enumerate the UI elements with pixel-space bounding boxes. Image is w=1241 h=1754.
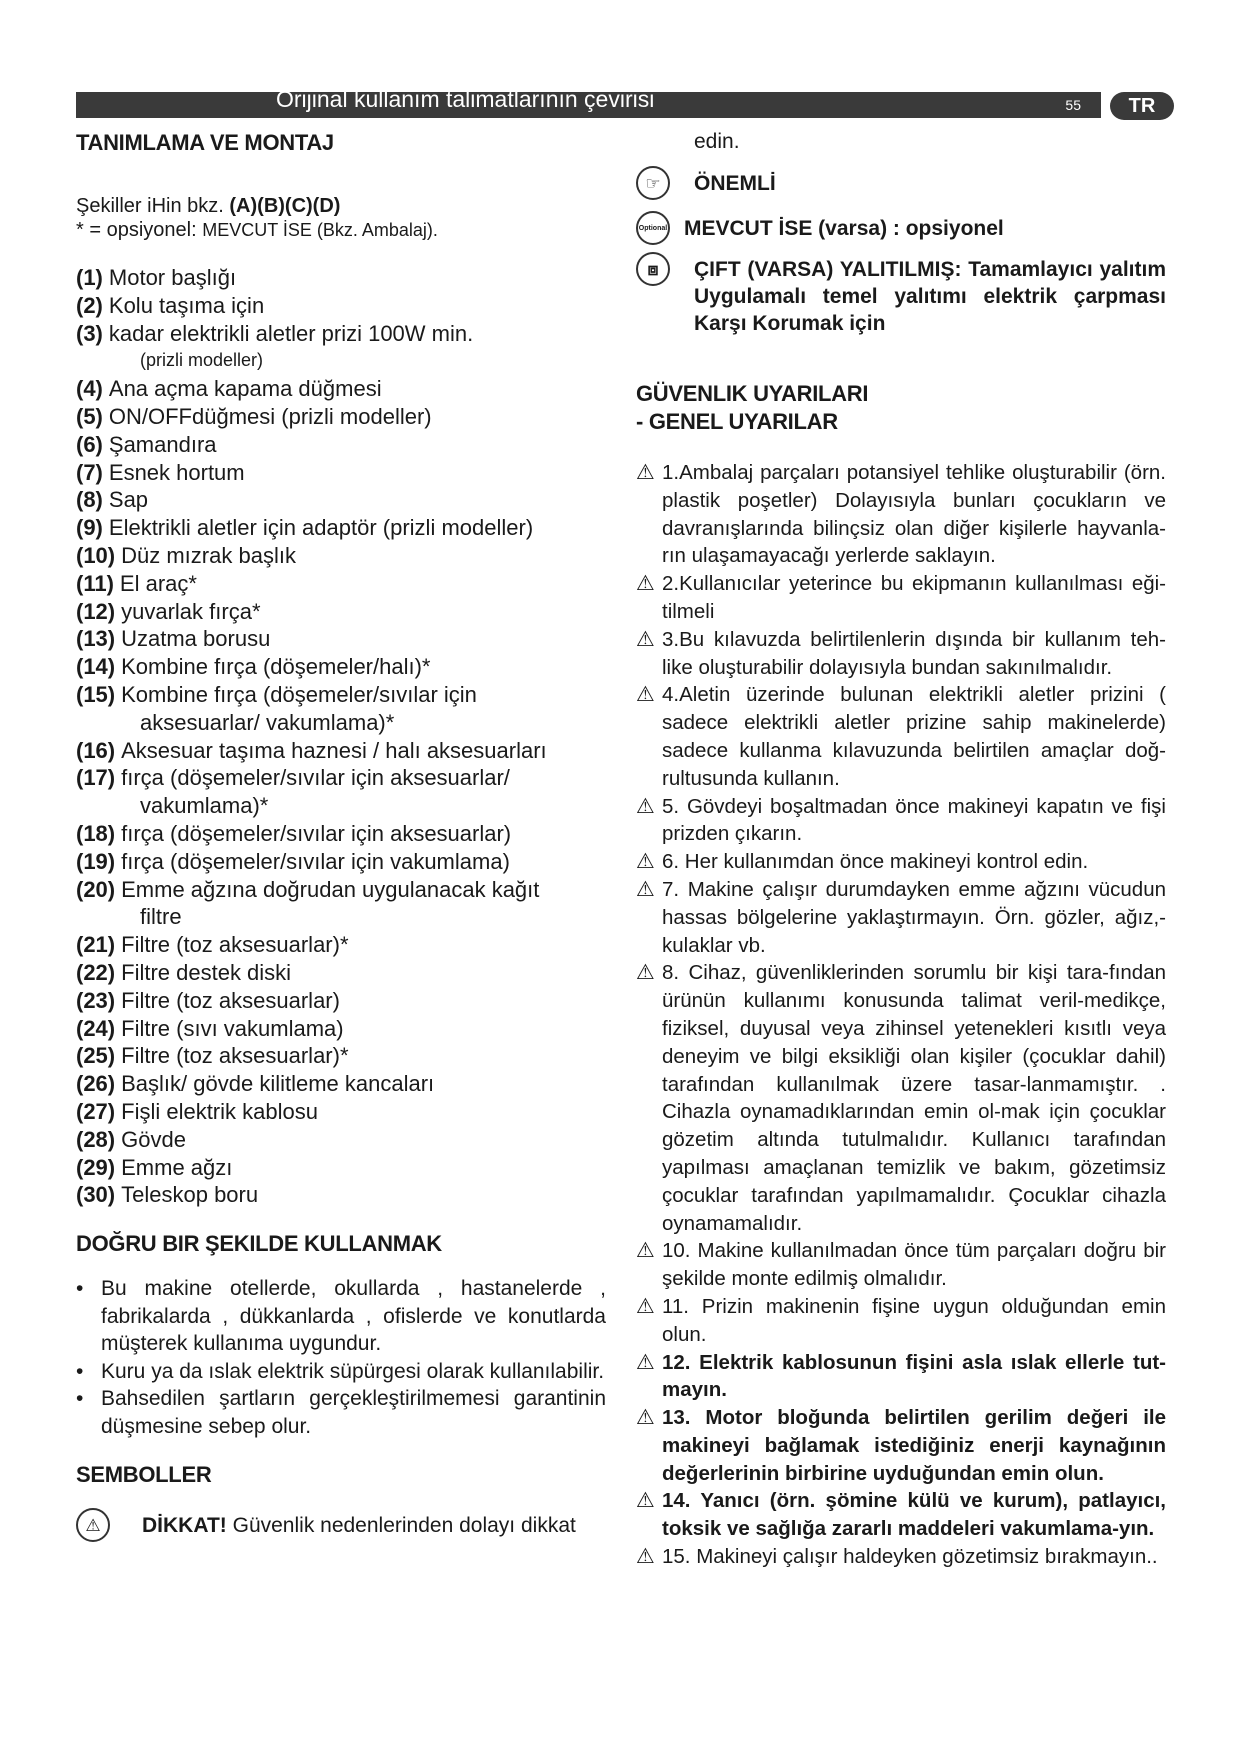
part-item: (14) Kombine fırça (döşemeler/halı)* — [76, 654, 431, 680]
part-item: (19) fırça (döşemeler/sıvılar için vakumlama) — [76, 848, 510, 874]
part-item: (22) Filtre destek diski — [76, 959, 292, 985]
right-column — [636, 130, 1166, 1571]
part-item: (24) Filtre (sıvı vakumlama) — [76, 1015, 344, 1041]
usage-item: • Kuru ya da ıslak elektrik süpürgesi olarak kullanılabilir. — [76, 1358, 606, 1386]
usage-item: • Bahsedilen şartların gerçekleştirilmemesi garantinin düşmesine sebep olur. — [76, 1385, 606, 1440]
symbol-onemli: ☞ ÖNEMLİ — [636, 170, 1166, 197]
part-item: (9) Elektrikli aletler için adaptör (prizli modeller) — [76, 515, 534, 541]
warning-item: ⚠ 1.Ambalaj parçaları potansiyel tehlike oluşturabilir (örn. plastik poşetler) Dolayısıyla bunları çocukların ve davranışlarında bilinçsiz olan diğer kişilerle hayvanla-rın ulaşamayacağı yerlerde saklayın. — [636, 459, 1166, 570]
warning-item: ⚠ 11. Prizin makinenin fişine uygun olduğundan emin olun. — [636, 1293, 1166, 1349]
warning-item: ⚠ 10. Makine kullanılmadan önce tüm parçaları doğru bir şekilde monte edilmiş olmalıdır. — [636, 1237, 1166, 1293]
page-number: 55 — [1065, 97, 1081, 113]
part-item: (1) Motor başlığı — [76, 265, 237, 290]
dikkat-continuation: edin. — [694, 130, 740, 153]
pointing-hand-icon: ☞ — [636, 166, 670, 200]
warning-item: ⚠ 13. Motor bloğunda belirtilen gerilim değeri ile makineyi bağlamak istediğiniz enerji kaynağının değerlerinin birbirine uyduğundan emin olun. — [636, 1404, 1166, 1487]
part-item: (25) Filtre (toz aksesuarlar)* — [76, 1043, 349, 1069]
part-item: (2) Kolu taşıma için — [76, 292, 265, 318]
optional-note: * = opsiyonel: MEVCUT İSE (Bkz. Ambalaj). — [76, 219, 438, 241]
part-item: (27) Fişli elektrik kablosu — [76, 1098, 318, 1124]
optional-icon: Optional — [636, 211, 670, 245]
part-item: (5) ON/OFFdüğmesi (prizli modeller) — [76, 403, 432, 429]
part-item: (30) Teleskop boru — [76, 1182, 259, 1208]
part-item: (4) Ana açma kapama düğmesi — [76, 376, 382, 402]
header-bar — [76, 86, 1101, 118]
part-item: (12) yuvarlak fırça* — [76, 598, 261, 624]
part-item: (29) Emme ağzı — [76, 1154, 233, 1180]
part-item: (6) Şamandıra — [76, 431, 217, 457]
figure-reference: Şekiller iHin bkz. (A)(B)(C)(D) — [76, 195, 341, 217]
warning-icon: ⚠ — [76, 1508, 110, 1542]
part-item: (13) Uzatma borusu — [76, 626, 271, 652]
section-heading-usage: DOĞRU BIR ŞEKILDE KULLANMAK — [76, 1231, 442, 1257]
section-heading-general-warnings: - GENEL UYARILAR — [636, 409, 838, 434]
part-item: (20) Emme ağzına doğrudan uygulanacak kağıt filtre — [76, 876, 540, 930]
left-column — [76, 130, 606, 1539]
warning-item: ⚠ 4.Aletin üzerinde bulunan elektrikli aletler prizini ( sadece elektrikli aletler prizine sahip makinelerde) sadece kullanma kılavuzunda belirtilen amaçlar doğ-rultusunda kullanın. — [636, 681, 1166, 792]
part-item: (11) El araç* — [76, 570, 197, 596]
part-item: (8) Sap — [76, 487, 149, 513]
warnings-list — [636, 459, 1166, 1571]
part-item: (23) Filtre (toz aksesuarlar) — [76, 987, 340, 1013]
part-item: (16) Aksesuar taşıma haznesi / halı aksesuarları — [76, 737, 547, 763]
part-item: (17) fırça (döşemeler/sıvılar için aksesuarlar/ vakumlama)* — [76, 765, 510, 819]
part-item: (18) fırça (döşemeler/sıvılar için aksesuarlar) — [76, 820, 512, 846]
warning-item: ⚠ 2.Kullanıcılar yeterince bu ekipmanın kullanılması eği-tilmeli — [636, 570, 1166, 626]
warning-item: ⚠ 12. Elektrik kablosunun fişini asla ıslak ellerle tut-mayın. — [636, 1349, 1166, 1405]
part-item: (7) Esnek hortum — [76, 459, 245, 485]
warning-item: ⚠ 14. Yanıcı (örn. şömine külü ve kurum), patlayıcı, toksik ve sağlığa zararlı maddeleri vakumlama-yın. — [636, 1487, 1166, 1543]
warning-item: ⚠ 3.Bu kılavuzda belirtilenlerin dışında bir kullanım teh-like oluşturabilir dolayısıyla bundan sakınılmalıdır. — [636, 626, 1166, 682]
language-badge: TR — [1110, 92, 1174, 120]
symbol-optional: Optional MEVCUT İSE (varsa) : opsiyonel — [636, 215, 1166, 242]
warning-item: ⚠ 6. Her kullanımdan önce makineyi kontrol edin. — [636, 848, 1166, 876]
part-item: (28) Gövde — [76, 1126, 186, 1152]
parts-list — [76, 264, 606, 1209]
usage-list — [76, 1275, 606, 1440]
warning-item: ⚠ 5. Gövdeyi boşaltmadan önce makineyi kapatın ve fişi prizden çıkarın. — [636, 793, 1166, 849]
part-item: (10) Düz mızrak başlık — [76, 542, 296, 568]
header-title: Orijinal kullanım talimatlarının çevirisi — [276, 86, 655, 112]
warning-item: ⚠ 7. Makine çalışır durumdayken emme ağzını vücudun hassas bölgelerine yaklaştırmayın. Örn. gözler, ağız,-kulaklar vb. — [636, 876, 1166, 959]
part-item: (3) kadar elektrikli aletler prizi 100W min. (prizli modeller) — [76, 320, 474, 371]
double-insulation-icon: ⧈ — [636, 252, 670, 286]
symbol-double-insulation: ⧈ ÇIFT (VARSA) YALITILMIŞ: Tamamlayıcı yalıtım Uygulamalı temel yalıtımı elektrik çarpması Karşı Korumak için — [636, 256, 1166, 337]
part-item: (26) Başlık/ gövde kilitleme kancaları — [76, 1071, 435, 1097]
warning-item: ⚠ 8. Cihaz, güvenliklerinden sorumlu bir kişi tara-fından ürünün kullanımı konusunda talimat veril-medikçe, fiziksel, duyusal veya zihinsel yetenekleri kısıtlı veya deneyim ve bilgi eksikliği olan kişiler (çocuklar dahil) tarafından kullanılmak üzere tasar-lanmamıştır. . Cihazla oynamadıklarından emin ol-mak için çocuklar gözetim altında tutulmalıdır. Kullanıcı tarafından yapılması amaçlanan temizlik ve bakım, gözetimsiz çocuklar tarafından yapılmamalıdır. Çocuklar cihazla oynamamalıdır. — [636, 959, 1166, 1237]
usage-item: • Bu makine otellerde, okullarda , hastanelerde , fabrikalarda , dükkanlarda , ofislerde ve konutlarda müşterek kullanıma uygundur. — [76, 1275, 606, 1358]
section-heading-symbols: SEMBOLLER — [76, 1462, 212, 1488]
section-heading-safety: GÜVENLIK UYARILARI — [636, 381, 869, 406]
symbol-dikkat: ⚠ DİKKAT! Güvenlik nedenlerinden dolayı dikkat — [76, 1512, 606, 1539]
section-heading-identification: TANIMLAMA VE MONTAJ — [76, 130, 334, 155]
warning-item: ⚠ 15. Makineyi çalışır haldeyken gözetimsiz bırakmayın.. — [636, 1543, 1166, 1571]
part-item: (21) Filtre (toz aksesuarlar)* — [76, 932, 349, 958]
part-item: (15) Kombine fırça (döşemeler/sıvılar için aksesuarlar/ vakumlama)* — [76, 681, 477, 735]
